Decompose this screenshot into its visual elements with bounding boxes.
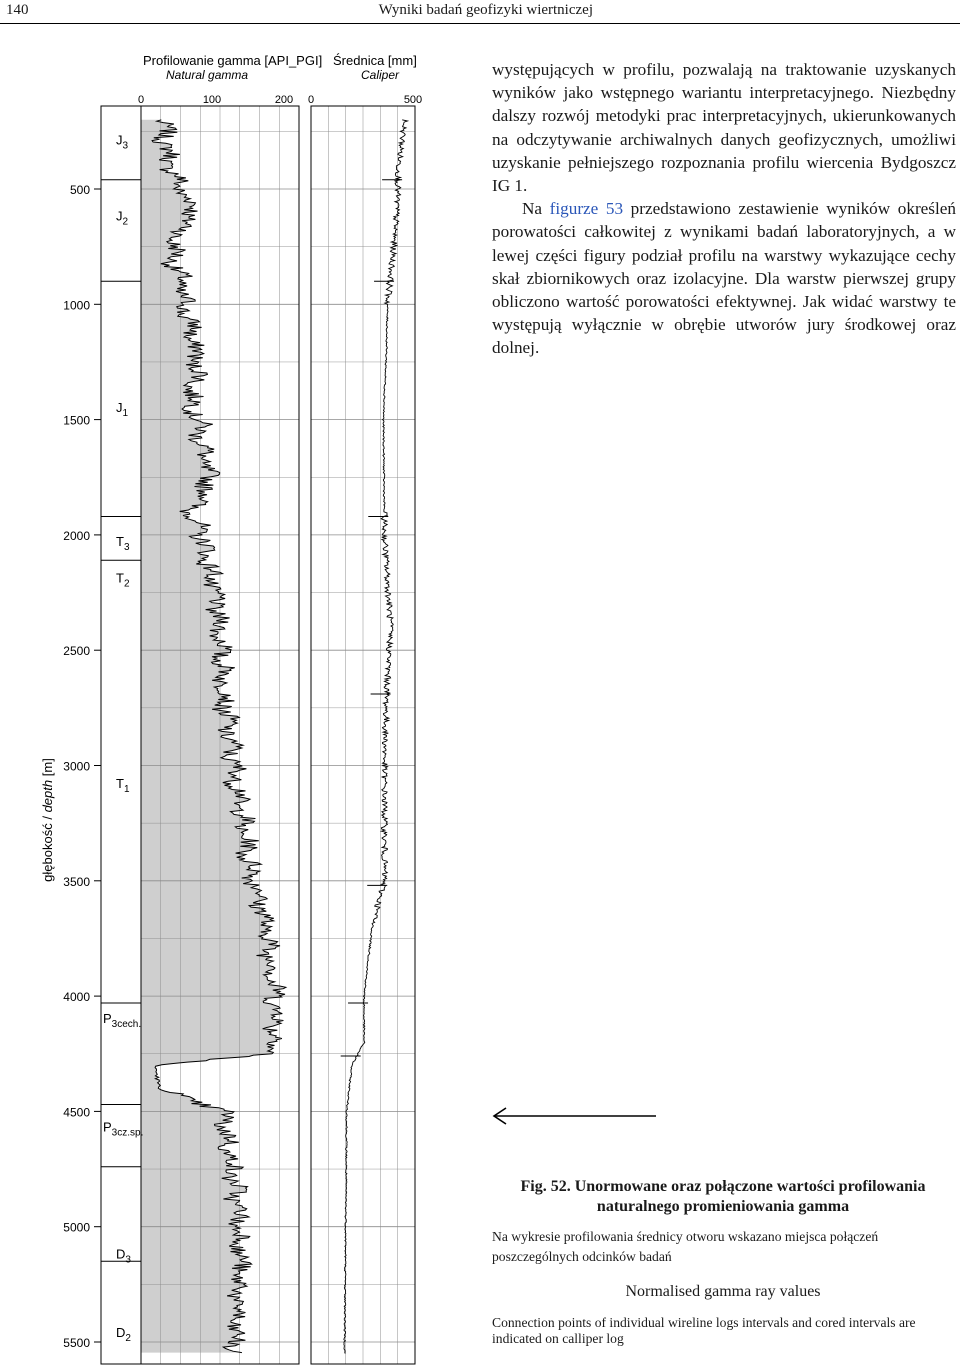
paragraph-1: występujących w profilu, pozwalają na traktowanie uzyskanych wyników jako wstępnego wariantu interpretacyjnego. Niezbędny dalszy rozwój metodyki prac interpretacyjnych, ukierunkowanych na odczytywanie archiwalnych danych geofizycznych, umożliwi uzyskanie pełniejszego rozpoznania profilu wiercenia Bydgoszcz IG 1. xyxy=(492,60,956,196)
caption-description-pl: Na wykresie profilowania średnicy otworu wskazano miejsca połączeń poszczególnych odcinków badań xyxy=(492,1229,879,1264)
depth-tick-label: 5500 xyxy=(63,1336,90,1350)
strat-label: $J_3$ xyxy=(116,132,129,152)
depth-tick-label: 3000 xyxy=(63,759,90,774)
caliper-subtitle: Caliper xyxy=(361,68,400,82)
paragraph-2 xyxy=(492,197,956,359)
gamma-title: Profilowanie gamma [API_PGI] xyxy=(143,53,323,68)
caliper-log-line xyxy=(344,120,408,1354)
header-rule xyxy=(0,23,960,24)
strat-label: $P_{3cech.}$ xyxy=(103,1011,142,1031)
strat-label: $T_1$ xyxy=(116,775,130,795)
caption-description-en: Connection points of individual wireline logs intervals and cored intervals are indicated on calliper log xyxy=(492,1315,916,1346)
strat-column-frame xyxy=(101,106,144,1364)
gamma-scale-200: 200 xyxy=(274,94,294,106)
strat-label: $T_2$ xyxy=(116,570,130,590)
gamma-scale-0: 0 xyxy=(137,94,145,106)
caption-title-en: Normalised gamma ray values xyxy=(625,1283,821,1300)
page-number: 140 xyxy=(6,2,29,18)
depth-tick-label: 3500 xyxy=(63,874,90,889)
caliper-scale-0: 0 xyxy=(307,94,315,106)
body-text xyxy=(492,58,956,360)
depth-ticks xyxy=(94,189,101,1342)
strat-label: $T_3$ xyxy=(116,533,130,553)
depth-tick-label: 500 xyxy=(69,183,90,197)
caliper-title: Średnica [mm] xyxy=(333,53,417,68)
left-arrow-icon xyxy=(490,1106,660,1126)
caption-title: Fig. 52. Unormowane oraz połączone wartości profilowania naturalnego promieniowania gamma xyxy=(520,1178,926,1215)
depth-tick-label: 2500 xyxy=(63,644,90,659)
depth-tick-label: 1000 xyxy=(63,298,90,313)
well-log-chart xyxy=(0,40,480,1366)
gamma-scale-100: 100 xyxy=(202,94,222,106)
depth-label-en: depth xyxy=(40,779,55,813)
running-title: Wyniki badań geofizyki wiertniczej xyxy=(378,2,593,18)
gamma-subtitle: Natural gamma xyxy=(166,68,249,82)
strat-label: $J_2$ xyxy=(116,208,129,228)
depth-tick-label: 2000 xyxy=(63,528,90,543)
strat-label: $D_2$ xyxy=(116,1324,131,1344)
depth-axis-label: głębokość / depth [m] xyxy=(40,758,55,882)
depth-tick-label: 4500 xyxy=(63,1105,90,1120)
figure-52 xyxy=(0,40,480,1366)
depth-tick-label: 4000 xyxy=(63,990,90,1005)
depth-label-unit: [m] xyxy=(40,758,55,777)
depth-labels xyxy=(63,183,90,1350)
strat-label: $P_{3cz.sp.}$ xyxy=(103,1119,144,1139)
stratigraphy-dividers xyxy=(101,180,144,1262)
strat-label: $D_3$ xyxy=(116,1246,131,1266)
paragraph-2-rest: przedstawiono zestawienie wyników określeń porowatości całkowitej z wynikami badań laboratoryjnych, a w lewej części figury podział profilu na warstwy wykazujące cechy skał zbiornikowych oraz izolacyjne. Dla warstw pierwszej grupy obliczono wartość porowatości efektywnej. Jak widać warstwy te występują wyłącznie w obrębie utworów jury środkowej oraz dolnej. xyxy=(492,199,956,358)
figure-53-link[interactable]: figurze 53 xyxy=(549,199,624,219)
stratigraphy-labels xyxy=(103,133,143,1344)
paragraph-2-start: Na xyxy=(522,199,543,219)
depth-label-pl: głębokość xyxy=(40,823,55,882)
figure-caption xyxy=(492,1177,954,1347)
gamma-shaded-area xyxy=(141,120,286,1353)
page-header xyxy=(0,0,960,24)
caliper-scale-500: 500 xyxy=(403,94,423,106)
strat-label: $J_1$ xyxy=(116,400,129,420)
depth-tick-label: 1500 xyxy=(63,413,90,428)
depth-tick-label: 5000 xyxy=(63,1220,90,1235)
